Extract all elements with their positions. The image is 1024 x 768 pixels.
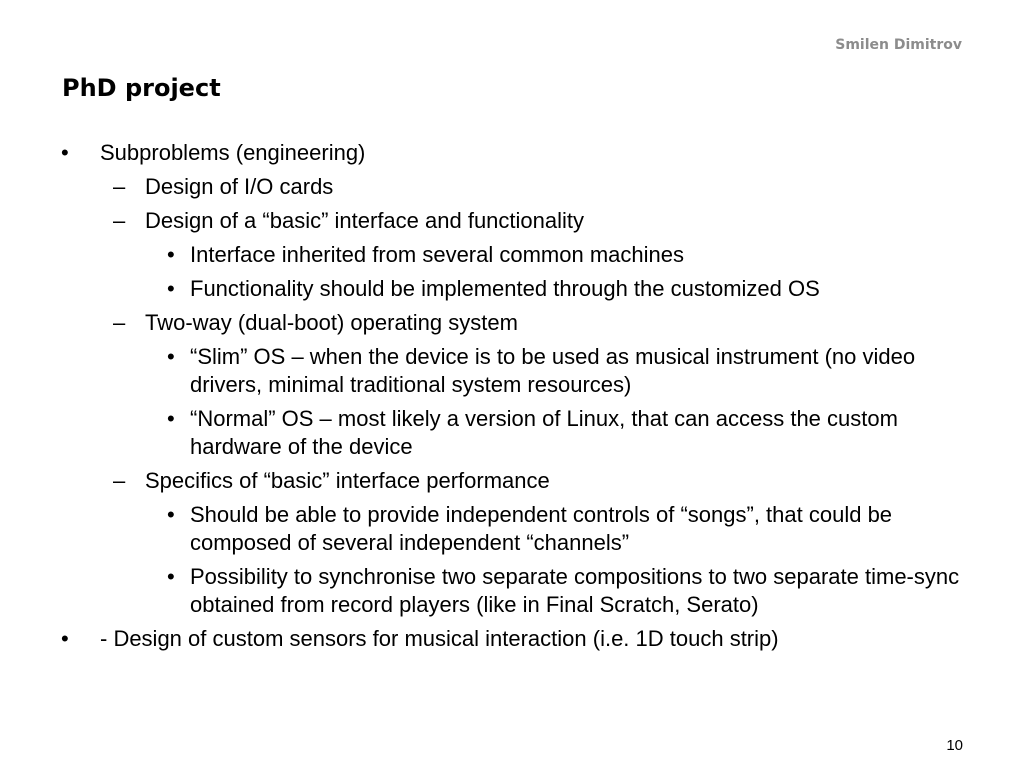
bullet-marker: • — [167, 406, 175, 431]
sub-sub-bullet-item — [0, 405, 1024, 461]
sub-bullet-text: Specifics of “basic” interface performance — [145, 468, 550, 493]
sub-sub-bullet-text: Interface inherited from several common machines — [190, 242, 684, 267]
sub-sub-bullet-text: “Normal” OS – most likely a version of Linux, that can access the custom hardware of the device — [190, 406, 898, 459]
bullet-marker: • — [167, 344, 175, 369]
bullet-text: - Design of custom sensors for musical interaction (i.e. 1D touch strip) — [100, 626, 779, 651]
sub-bullet-text: Design of a “basic” interface and functionality — [145, 208, 585, 233]
sub-bullet-text: Design of I/O cards — [145, 174, 334, 199]
sub-sub-bullet-item — [0, 241, 1024, 269]
slide-title: PhD project — [62, 74, 221, 102]
sub-sub-bullet-item — [0, 275, 1024, 303]
dash-marker: – — [113, 310, 126, 335]
bullet-marker: • — [61, 140, 69, 165]
sub-sub-bullet-item — [0, 563, 1024, 619]
bullet-list — [0, 139, 1024, 653]
bullet-text: Subproblems (engineering) — [100, 140, 366, 165]
bullet-marker: • — [167, 276, 175, 301]
sub-sub-bullet-text: Should be able to provide independent controls of “songs”, that could be composed of several independent “channels” — [190, 502, 893, 555]
sub-bullet-item — [0, 207, 1024, 235]
bullet-item — [0, 139, 1024, 167]
sub-bullet-text: Two-way (dual-boot) operating system — [145, 310, 518, 335]
bullet-marker: • — [167, 564, 175, 589]
sub-sub-bullet-text: Possibility to synchronise two separate compositions to two separate time-sync obtained from record players (like in Final Scratch, Serato) — [190, 564, 960, 617]
sub-sub-bullet-item — [0, 501, 1024, 557]
bullet-marker: • — [167, 242, 175, 267]
sub-sub-bullet-text: Functionality should be implemented through the customized OS — [190, 276, 820, 301]
dash-marker: – — [113, 468, 126, 493]
sub-bullet-item — [0, 173, 1024, 201]
bullet-marker: • — [167, 502, 175, 527]
page-number: 10 — [946, 737, 963, 754]
bullet-item — [0, 625, 1024, 653]
sub-bullet-item — [0, 309, 1024, 337]
dash-marker: – — [113, 208, 126, 233]
sub-sub-bullet-text: “Slim” OS – when the device is to be used as musical instrument (no video drivers, minimal traditional system resources) — [190, 344, 916, 397]
sub-sub-bullet-item — [0, 343, 1024, 399]
sub-bullet-item — [0, 467, 1024, 495]
dash-marker: – — [113, 174, 126, 199]
bullet-marker: • — [61, 626, 69, 651]
author-name: Smilen Dimitrov — [835, 37, 962, 53]
